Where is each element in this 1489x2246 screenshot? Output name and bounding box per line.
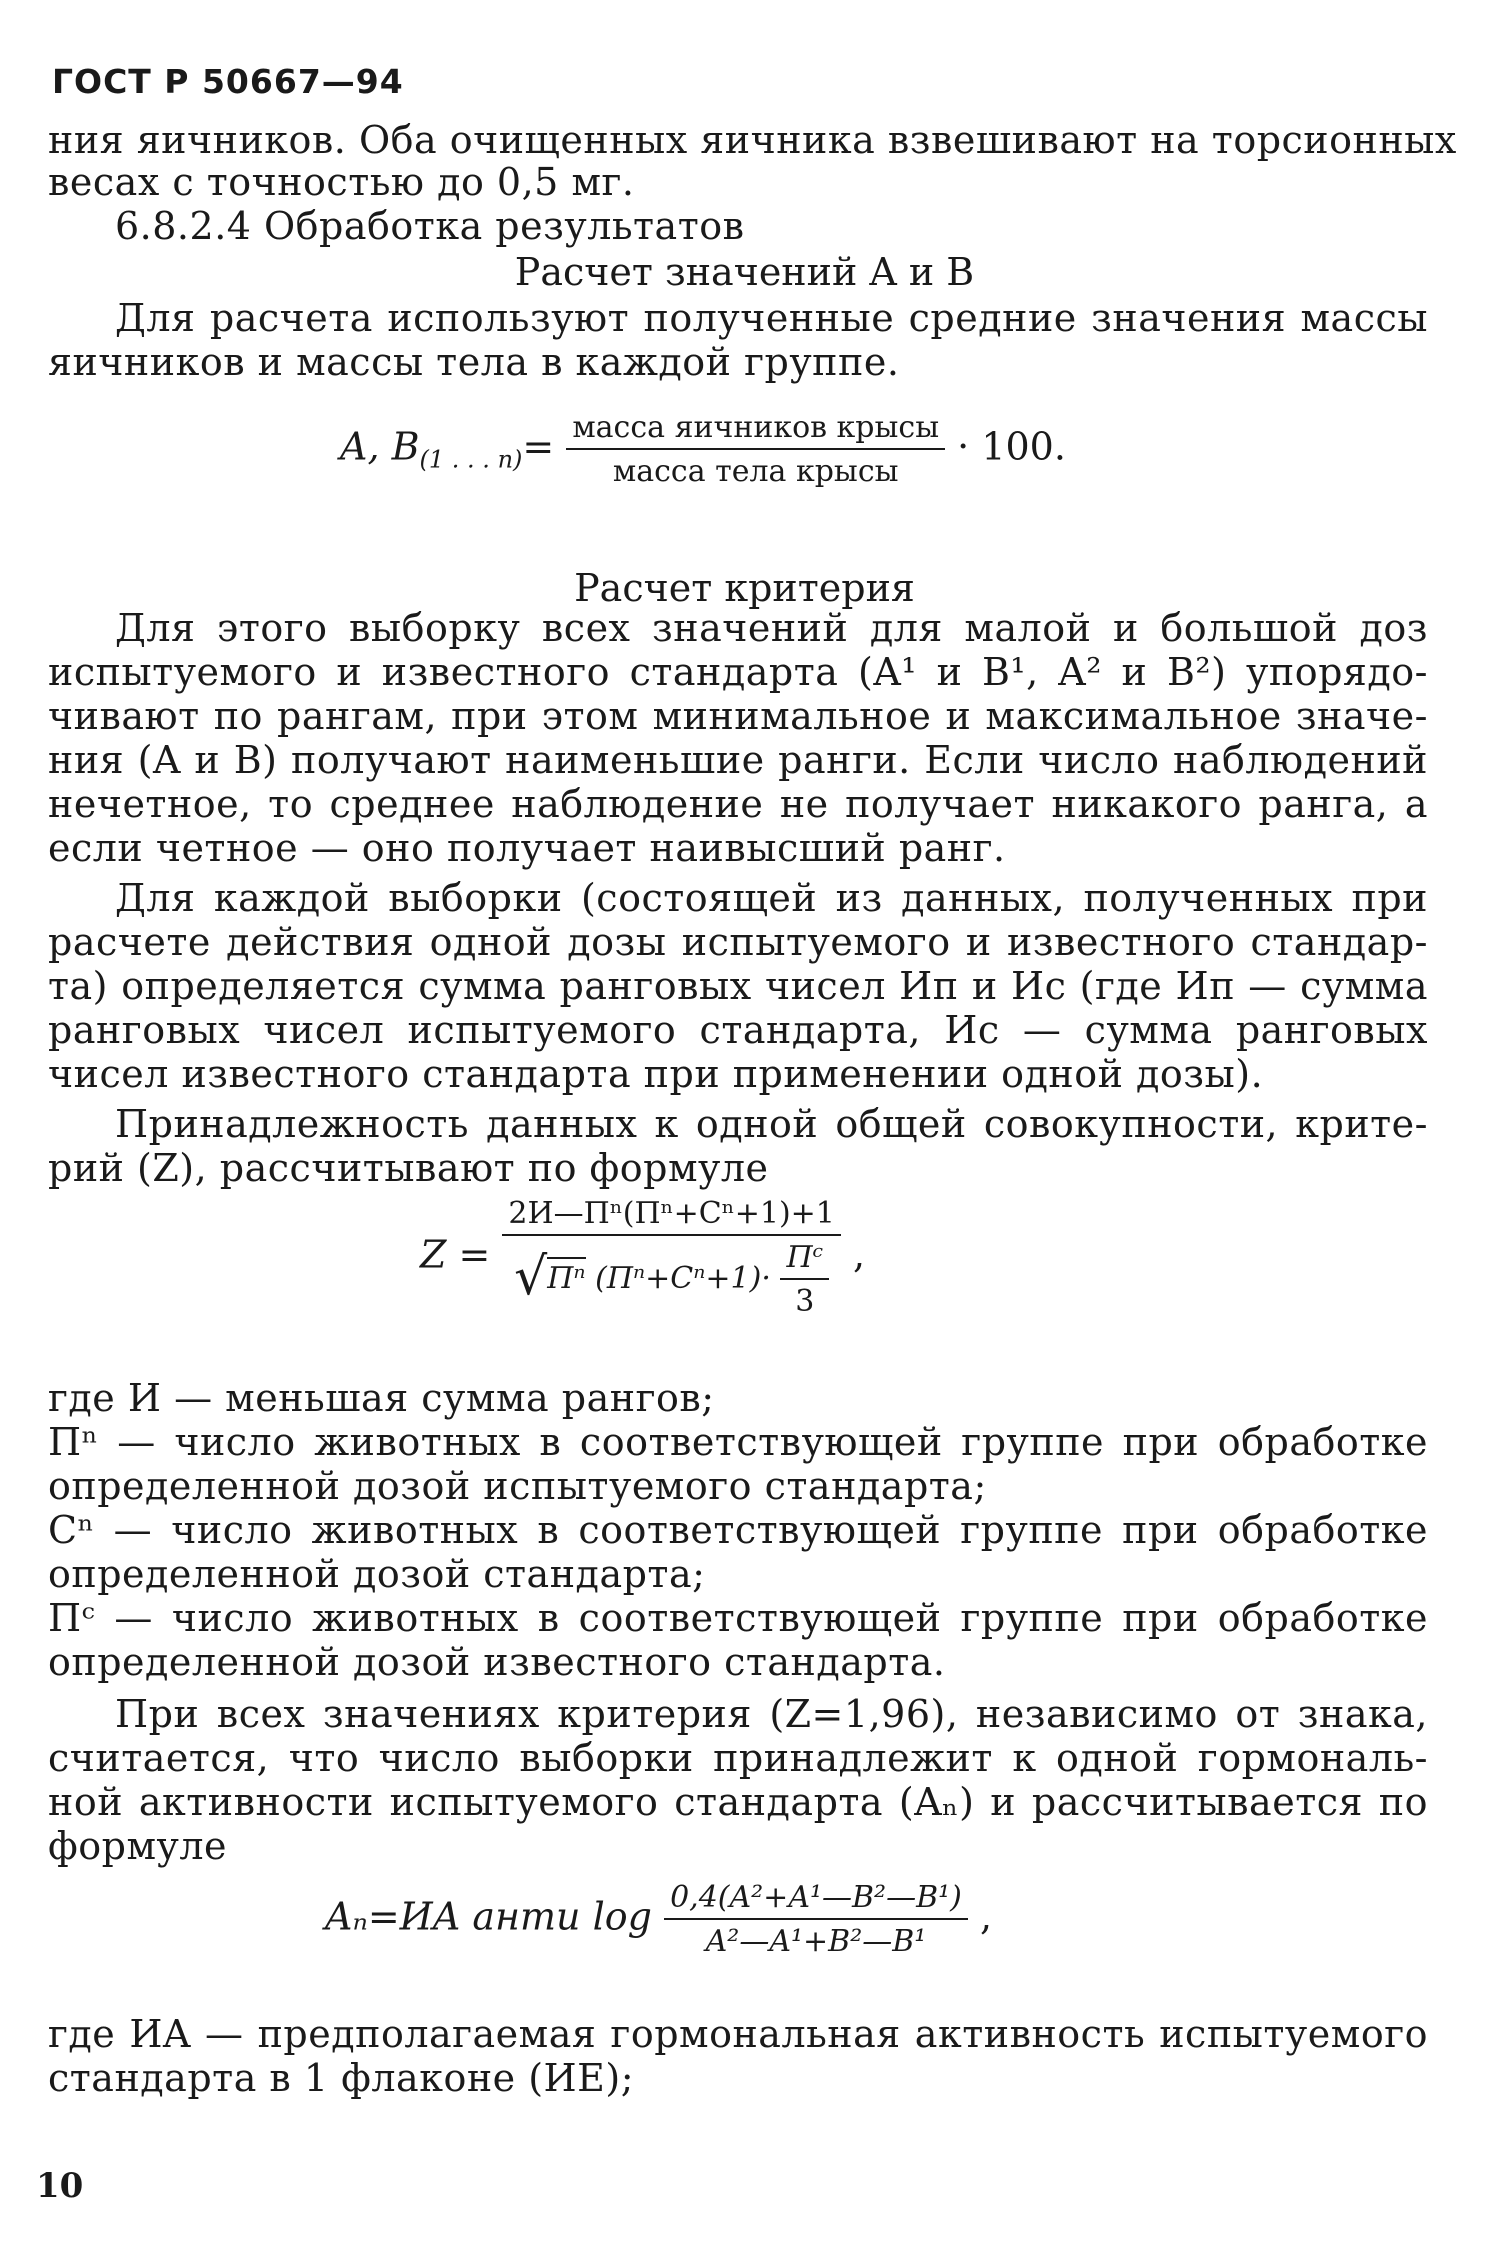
formula-tail: , [852, 1232, 866, 1277]
text-line: ния (A и B) получают наименьшие ранги. Если число наблюдений [48, 738, 1428, 782]
sqrt-icon: √ [514, 1247, 548, 1307]
text-line: расчете действия одной дозы испытуемого и известного стандар- [48, 920, 1428, 964]
fraction-numerator: 0,4(A²+A¹—B²—B¹) [664, 1880, 968, 1920]
inner-fraction [780, 1240, 829, 1320]
text-line: яичников и массы тела в каждой группе. [48, 340, 900, 384]
text-line: испытуемого и известного стандарта (A¹ и B¹, A² и B²) упорядо- [48, 650, 1428, 694]
fraction-numerator: масса яичников крысы [566, 410, 945, 450]
formula-fraction [566, 410, 945, 490]
text-line: При всех значениях критерия (Z=1,96), независимо от знака, [115, 1692, 1428, 1736]
formula-equals: = [522, 424, 555, 469]
text-line: Cⁿ — число животных в соответствующей группе при обработке [48, 1508, 1428, 1552]
text-line: ной активности испытуемого стандарта (Aₙ) и рассчитывается по [48, 1780, 1428, 1824]
formula-lhs: Aₙ=ИA анти log [325, 1894, 652, 1939]
text-line: считается, что число выборки принадлежит к одной гормональ- [48, 1736, 1428, 1780]
formula-z [420, 1196, 865, 1320]
text-line: весах с точностью до 0,5 мг. [48, 160, 635, 204]
heading-calc-ab: Расчет значений A и B [514, 250, 975, 294]
page-header: ГОСТ Р 50667—94 [52, 62, 404, 101]
formula-ab [340, 410, 1066, 490]
fraction-denominator [502, 1236, 840, 1320]
text-line: определенной дозой стандарта; [48, 1552, 706, 1596]
formula-lhs: Z = [420, 1232, 491, 1277]
formula-lhs: A, B [340, 424, 420, 469]
formula-subscript: (1 . . . n) [419, 445, 523, 474]
fraction-numerator: 2И—Пⁿ(Пⁿ+Cⁿ+1)+1 [502, 1196, 840, 1236]
text-line: та) определяется сумма ранговых чисел Ип и Ис (где Ип — сумма [48, 964, 1428, 1008]
formula-fraction [502, 1196, 840, 1320]
text-line: Принадлежность данных к одной общей совокупности, крите- [115, 1102, 1428, 1146]
formula-tail: , [979, 1894, 993, 1939]
text-line: Для каждой выборки (состоящей из данных, полученных при [115, 876, 1428, 920]
text-line: определенной дозой известного стандарта. [48, 1640, 946, 1684]
inner-denominator: 3 [795, 1284, 815, 1319]
text-line: определенной дозой испытуемого стандарта; [48, 1464, 987, 1508]
text-line: чисел известного стандарта при применении одной дозы). [48, 1052, 1264, 1096]
heading-calc-criterion: Расчет критерия [574, 566, 915, 610]
text-line: где И — меньшая сумма рангов; [48, 1376, 715, 1420]
section-title: 6.8.2.4 Обработка результатов [115, 204, 745, 248]
text-line: нечетное, то среднее наблюдение не получает никакого ранга, а [48, 782, 1428, 826]
text-line: ния яичников. Оба очищенных яичника взвешивают на торсионных [48, 118, 1457, 162]
denominator-middle: (Пⁿ+Cⁿ+1)· [595, 1261, 771, 1296]
formula-an [325, 1880, 992, 1960]
text-line: Пⁿ — число животных в соответствующей группе при обработке [48, 1420, 1428, 1464]
text-line: где ИA — предполагаемая гормональная активность испытуемого [48, 2012, 1428, 2056]
sqrt-radicand: Пⁿ [547, 1257, 585, 1296]
formula-fraction [664, 1880, 968, 1960]
text-line: Пᶜ — число животных в соответствующей группе при обработке [48, 1596, 1428, 1640]
inner-numerator: Пᶜ [780, 1240, 829, 1280]
text-line: стандарта в 1 флаконе (ИЕ); [48, 2056, 635, 2100]
text-line: Для этого выборку всех значений для малой и большой доз [115, 606, 1428, 650]
formula-tail: · 100. [957, 424, 1066, 469]
fraction-denominator: A²—A¹+B²—B¹ [705, 1924, 927, 1959]
text-line: чивают по рангам, при этом минимальное и максимальное значе- [48, 694, 1428, 738]
text-line: Для расчета используют полученные средние значения массы [115, 296, 1428, 340]
text-line: рий (Z), рассчитывают по формуле [48, 1146, 769, 1190]
text-line: ранговых чисел испытуемого стандарта, Ис — сумма ранговых [48, 1008, 1428, 1052]
text-line: формуле [48, 1824, 227, 1868]
page-number: 10 [36, 2166, 84, 2206]
text-line: если четное — оно получает наивысший ранг. [48, 826, 1006, 870]
fraction-denominator: масса тела крысы [612, 454, 899, 489]
